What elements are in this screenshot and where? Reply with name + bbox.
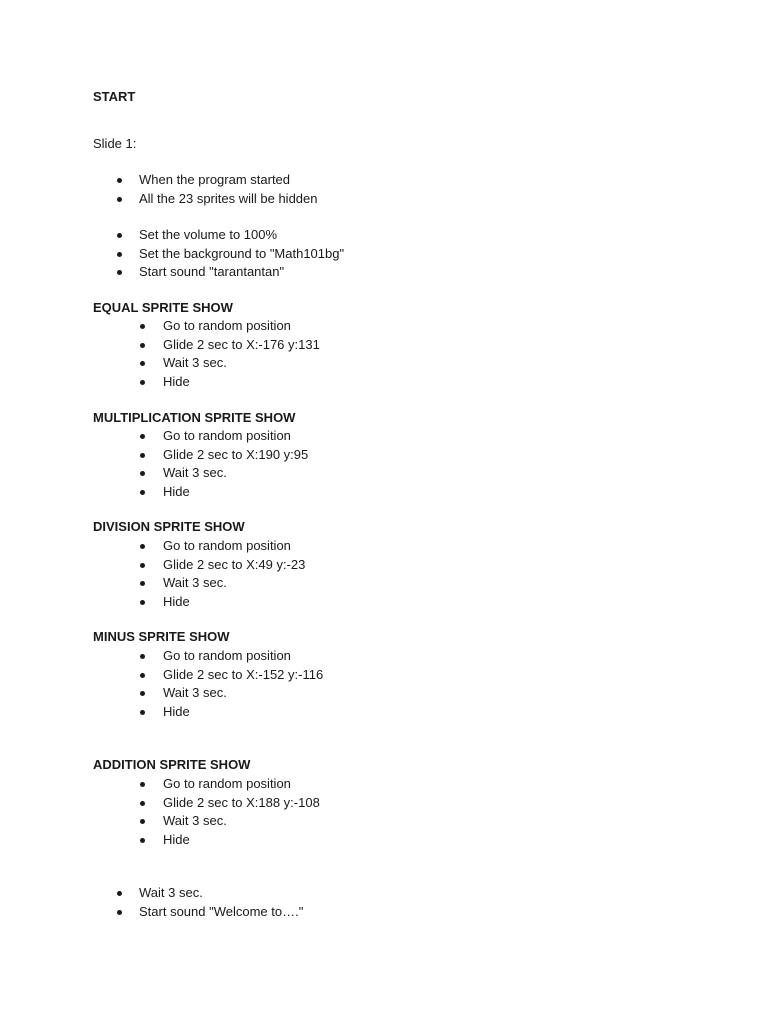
section-steps-division <box>163 537 305 611</box>
bullet-icon <box>140 710 145 715</box>
list-item: When the program started <box>139 171 318 190</box>
bullet-icon <box>140 782 145 787</box>
setup-list <box>139 226 344 282</box>
list-item: Go to random position <box>163 647 323 666</box>
intro-list <box>139 171 318 208</box>
list-item: Set the background to "Math101bg" <box>139 245 344 264</box>
list-item: Hide <box>163 831 320 850</box>
list-item: Wait 3 sec. <box>139 884 303 903</box>
section-steps-addition <box>163 775 320 849</box>
list-item: Hide <box>163 593 305 612</box>
list-item: Wait 3 sec. <box>163 574 305 593</box>
list-item: Glide 2 sec to X:188 y:-108 <box>163 794 320 813</box>
bullet-icon <box>117 197 122 202</box>
section-title-minus: MINUS SPRITE SHOW <box>93 629 230 644</box>
start-heading: START <box>93 89 136 104</box>
bullet-icon <box>117 233 122 238</box>
section-steps-multiplication <box>163 427 308 501</box>
list-item: All the 23 sprites will be hidden <box>139 190 318 209</box>
list-item: Set the volume to 100% <box>139 226 344 245</box>
list-item: Wait 3 sec. <box>163 354 320 373</box>
bullet-icon <box>140 380 145 385</box>
bullet-icon <box>117 910 122 915</box>
outro-list <box>139 884 303 921</box>
bullet-icon <box>140 361 145 366</box>
bullet-icon <box>140 801 145 806</box>
slide-label: Slide 1: <box>93 136 137 151</box>
list-item: Wait 3 sec. <box>163 812 320 831</box>
bullet-icon <box>140 471 145 476</box>
bullet-icon <box>117 891 122 896</box>
list-item: Start sound "tarantantan" <box>139 263 344 282</box>
bullet-icon <box>140 490 145 495</box>
bullet-icon <box>140 819 145 824</box>
bullet-icon <box>140 838 145 843</box>
bullet-icon <box>140 654 145 659</box>
list-item: Go to random position <box>163 537 305 556</box>
bullet-icon <box>140 343 145 348</box>
bullet-icon <box>117 252 122 257</box>
bullet-icon <box>140 673 145 678</box>
bullet-icon <box>140 581 145 586</box>
bullet-icon <box>117 270 122 275</box>
list-item: Glide 2 sec to X:190 y:95 <box>163 446 308 465</box>
bullet-icon <box>140 544 145 549</box>
list-item: Glide 2 sec to X:-176 y:131 <box>163 336 320 355</box>
list-item: Glide 2 sec to X:49 y:-23 <box>163 556 305 575</box>
list-item: Hide <box>163 483 308 502</box>
section-title-multiplication: MULTIPLICATION SPRITE SHOW <box>93 410 296 425</box>
bullet-icon <box>140 434 145 439</box>
bullet-icon <box>140 453 145 458</box>
section-title-division: DIVISION SPRITE SHOW <box>93 519 245 534</box>
bullet-icon <box>140 324 145 329</box>
list-item: Hide <box>163 703 323 722</box>
bullet-icon <box>140 691 145 696</box>
list-item: Wait 3 sec. <box>163 684 323 703</box>
list-item: Go to random position <box>163 317 320 336</box>
bullet-icon <box>117 178 122 183</box>
list-item: Glide 2 sec to X:-152 y:-116 <box>163 666 323 685</box>
bullet-icon <box>140 600 145 605</box>
list-item: Go to random position <box>163 775 320 794</box>
list-item: Hide <box>163 373 320 392</box>
list-item: Start sound "Welcome to…." <box>139 903 303 922</box>
bullet-icon <box>140 563 145 568</box>
section-title-addition: ADDITION SPRITE SHOW <box>93 757 251 772</box>
section-steps-equal <box>163 317 320 391</box>
list-item: Go to random position <box>163 427 308 446</box>
section-title-equal: EQUAL SPRITE SHOW <box>93 300 233 315</box>
list-item: Wait 3 sec. <box>163 464 308 483</box>
section-steps-minus <box>163 647 323 721</box>
